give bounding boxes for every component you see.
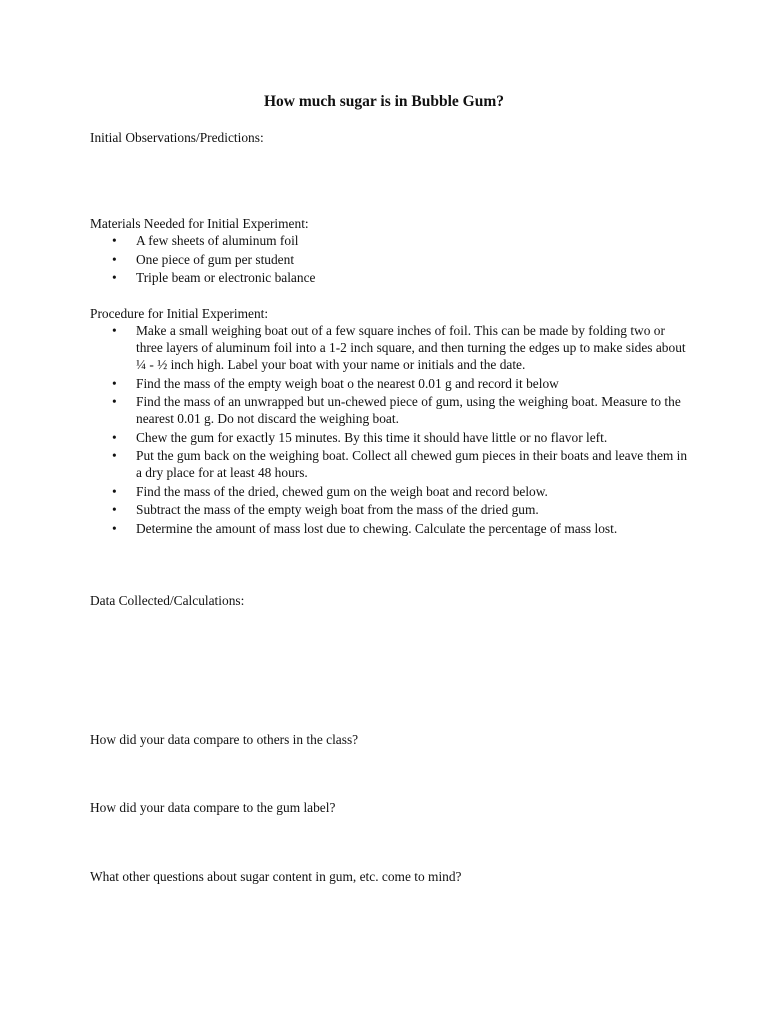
procedure-heading: Procedure for Initial Experiment: — [90, 306, 269, 321]
bullet-icon: • — [112, 502, 117, 517]
question-text: How did your data compare to the gum label? — [90, 800, 336, 815]
list-item — [90, 269, 690, 286]
question-2 — [90, 799, 690, 816]
list-item-text: Find the mass of the dried, chewed gum on the weigh boat and record below. — [136, 483, 548, 499]
list-item — [90, 393, 690, 427]
list-item — [90, 501, 690, 518]
bullet-icon: • — [112, 520, 117, 536]
list-item-text: One piece of gum per student — [136, 251, 295, 267]
list-item-text: Find the mass of an unwrapped but un-chewed piece of gum, using the weighing boat. Measure to the nearest 0.01 g. Do not discard the weighing boat. — [136, 394, 681, 426]
bullet-icon: • — [112, 270, 117, 285]
list-item — [90, 429, 690, 446]
observations-heading: Initial Observations/Predictions: — [90, 130, 264, 145]
list-item-text: Find the mass of the empty weigh boat o the nearest 0.01 g and record it below — [136, 375, 559, 391]
materials-section — [90, 215, 690, 288]
list-item — [90, 447, 690, 481]
list-item-text: Make a small weighing boat out of a few square inches of foil. This can be made by folding two or three layers of aluminum foil into a 1-2 inch square, and then turning the edges up to make sides about ¼ - ½ inch high. Label your boat with your name or initials and the date. — [136, 323, 686, 372]
bullet-icon: • — [112, 429, 117, 445]
list-item — [90, 375, 690, 392]
bullet-icon: • — [112, 483, 117, 499]
bullet-icon: • — [112, 251, 117, 267]
bullet-icon: • — [112, 394, 117, 409]
list-item — [90, 520, 690, 537]
list-item — [90, 483, 690, 500]
procedure-section — [90, 305, 690, 538]
list-item — [90, 251, 690, 268]
list-item-text: Determine the amount of mass lost due to chewing. Calculate the percentage of mass lost. — [136, 520, 618, 536]
data-section — [90, 592, 690, 609]
data-heading: Data Collected/Calculations: — [90, 593, 245, 608]
question-3 — [90, 868, 690, 885]
bullet-icon: • — [112, 323, 117, 338]
list-item — [90, 232, 690, 249]
materials-list — [90, 232, 690, 286]
document-title: How much sugar is in Bubble Gum? — [263, 93, 505, 110]
bullet-icon: • — [112, 375, 117, 391]
list-item-text: Subtract the mass of the empty weigh boat from the mass of the dried gum. — [136, 502, 539, 517]
list-item-text: Triple beam or electronic balance — [136, 270, 316, 285]
materials-heading: Materials Needed for Initial Experiment: — [90, 216, 309, 231]
list-item-text: Chew the gum for exactly 15 minutes. By this time it should have little or no flavor left. — [136, 429, 608, 445]
observations-section — [90, 129, 690, 146]
question-text: What other questions about sugar content in gum, etc. come to mind? — [90, 869, 462, 884]
question-text: How did your data compare to others in the class? — [90, 732, 359, 747]
question-1 — [90, 731, 690, 748]
list-item-text: Put the gum back on the weighing boat. Collect all chewed gum pieces in their boats and leave them in a dry place for at least 48 hours. — [136, 448, 688, 480]
procedure-list — [90, 322, 690, 537]
bullet-icon: • — [112, 233, 117, 248]
list-item — [90, 322, 690, 373]
bullet-icon: • — [112, 448, 117, 463]
list-item-text: A few sheets of aluminum foil — [136, 233, 299, 248]
